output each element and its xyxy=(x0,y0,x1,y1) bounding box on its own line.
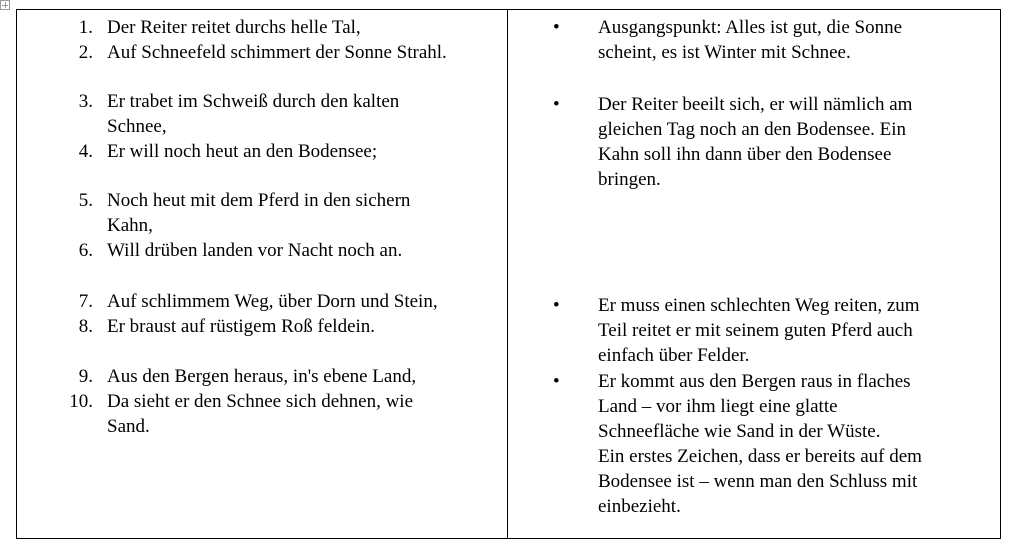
bullet-icon: • xyxy=(553,371,560,392)
bullet-text-line: Kahn soll ihn dann über den Bodensee xyxy=(598,144,892,165)
bullet-text-line: Bodensee ist – wenn man den Schluss mit xyxy=(598,471,918,492)
line-text: Aus den Bergen heraus, in's ebene Land, xyxy=(107,366,417,387)
line-text: Will drüben landen vor Nacht noch an. xyxy=(107,240,403,261)
column-divider xyxy=(507,10,508,538)
line-number: 5. xyxy=(78,190,93,211)
line-text: Da sieht er den Schnee sich dehnen, wie xyxy=(107,391,414,412)
bullet-text-line: einfach über Felder. xyxy=(598,345,750,366)
line-text: Sand. xyxy=(107,416,150,437)
poem-analysis-table xyxy=(16,9,1001,539)
line-text: Er will noch heut an den Bodensee; xyxy=(107,141,378,162)
line-number: 6. xyxy=(78,240,93,261)
line-text: Noch heut mit dem Pferd in den sichern xyxy=(107,190,411,211)
line-number: 4. xyxy=(78,141,93,162)
bullet-text-line: Ein erstes Zeichen, dass er bereits auf dem xyxy=(598,446,922,467)
bullet-text-line: Der Reiter beeilt sich, er will nämlich am xyxy=(598,94,913,115)
line-number: 8. xyxy=(78,316,93,337)
bullet-icon: • xyxy=(553,295,560,316)
line-text: Der Reiter reitet durchs helle Tal, xyxy=(107,17,361,38)
line-number: 9. xyxy=(78,366,93,387)
line-number: 10. xyxy=(69,391,93,412)
line-number: 3. xyxy=(78,91,93,112)
bullet-text-line: Land – vor ihm liegt eine glatte xyxy=(598,396,838,417)
bullet-text-line: Er kommt aus den Bergen raus in flaches xyxy=(598,371,911,392)
line-text: Auf schlimmem Weg, über Dorn und Stein, xyxy=(107,291,438,312)
bullet-icon: • xyxy=(553,17,560,38)
bullet-text-line: scheint, es ist Winter mit Schnee. xyxy=(598,42,851,63)
bullet-text-line: Teil reitet er mit seinem guten Pferd auch xyxy=(598,320,913,341)
line-text: Kahn, xyxy=(107,215,153,236)
line-number: 1. xyxy=(78,17,93,38)
bullet-text-line: Schneefläche wie Sand in der Wüste. xyxy=(598,421,881,442)
line-text: Er braust auf rüstigem Roß feldein. xyxy=(107,316,376,337)
line-text: Auf Schneefeld schimmert der Sonne Strahl. xyxy=(107,42,447,63)
line-number: 2. xyxy=(78,42,93,63)
bullet-text-line: Ausgangspunkt: Alles ist gut, die Sonne xyxy=(598,17,902,38)
bullet-text-line: Er muss einen schlechten Weg reiten, zum xyxy=(598,295,920,316)
bullet-text-line: bringen. xyxy=(598,169,661,190)
line-text: Schnee, xyxy=(107,116,167,137)
bullet-text-line: einbezieht. xyxy=(598,496,681,517)
line-number: 7. xyxy=(78,291,93,312)
line-text: Er trabet im Schweiß durch den kalten xyxy=(107,91,400,112)
bullet-text-line: gleichen Tag noch an den Bodensee. Ein xyxy=(598,119,907,140)
bullet-icon: • xyxy=(553,94,560,115)
table-move-handle[interactable] xyxy=(0,0,10,10)
